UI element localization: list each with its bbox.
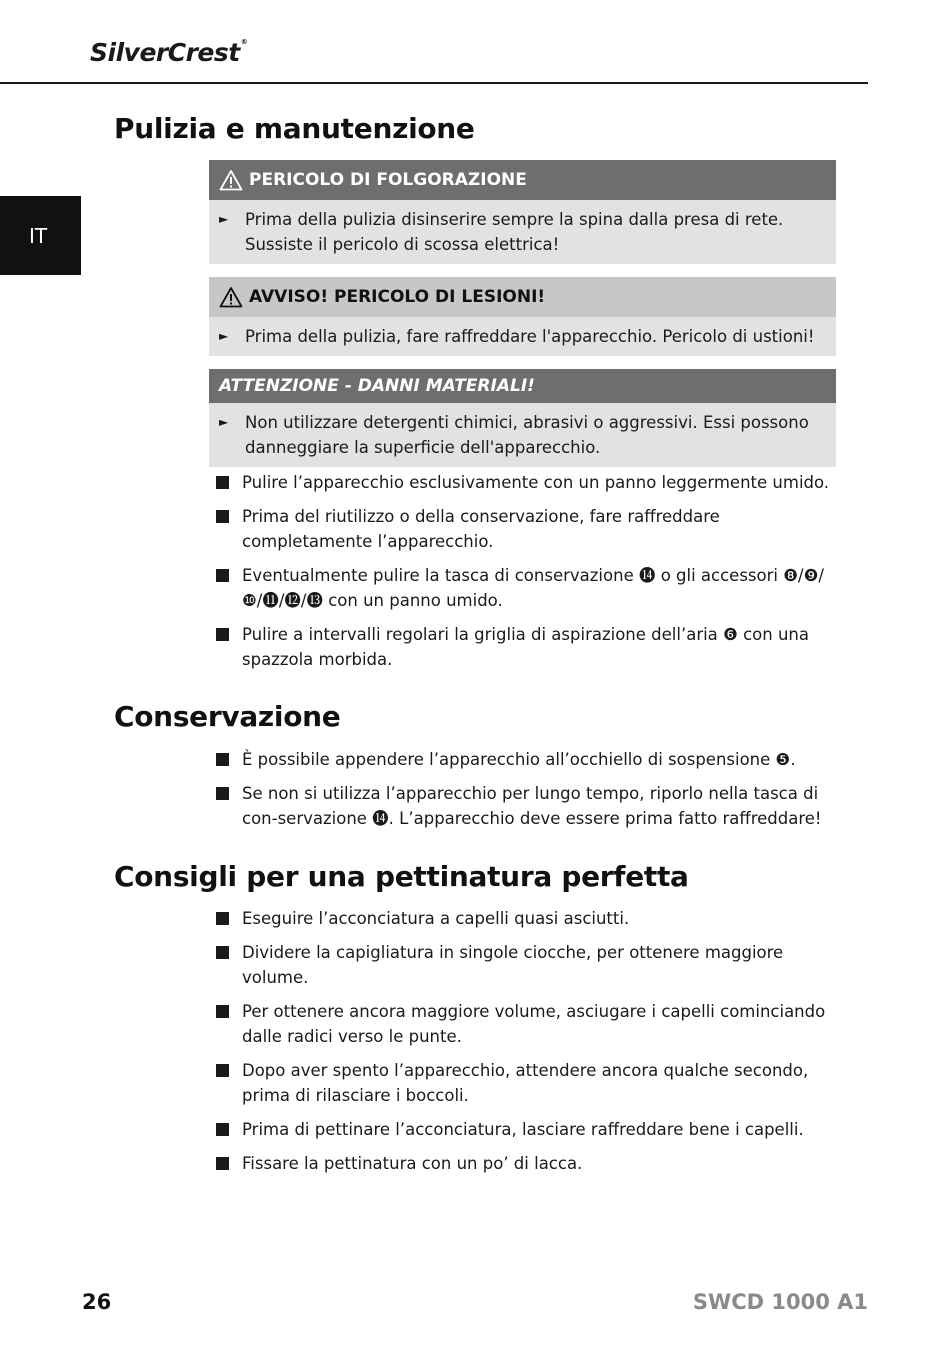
brand-logo: [90, 38, 247, 67]
header-rule: [0, 82, 868, 84]
conservazione-list: [216, 747, 841, 840]
list-item: È possibile appendere l’apparecchio all’occhiello di sospensione ❺.: [216, 747, 841, 772]
square-bullet-icon: [216, 946, 229, 959]
registered-mark: ®: [240, 38, 248, 46]
section-title-consigli: Consigli per una pettinatura perfetta: [114, 860, 689, 893]
square-bullet-icon: [216, 1157, 229, 1170]
warning-triangle-icon: [219, 286, 243, 308]
square-bullet-icon: [216, 510, 229, 523]
warning-header: [209, 369, 836, 403]
list-item: Pulire a intervalli regolari la griglia di aspirazione dell’aria ❻ con una spazzola morbida.: [216, 622, 841, 672]
warning-triangle-icon: [219, 169, 243, 191]
square-bullet-icon: [216, 628, 229, 641]
warning-box-material: [209, 369, 836, 467]
warning-body: [209, 200, 836, 264]
warning-body: [209, 403, 836, 467]
list-item: Per ottenere ancora maggiore volume, asciugare i capelli cominciando dalle radici verso le punte.: [216, 999, 841, 1049]
square-bullet-icon: [216, 912, 229, 925]
square-bullet-icon: [216, 476, 229, 489]
model-number: SWCD 1000 A1: [692, 1290, 868, 1314]
warning-body: [209, 317, 836, 356]
square-bullet-icon: [216, 753, 229, 766]
list-item: Eseguire l’acconciatura a capelli quasi asciutti.: [216, 906, 841, 931]
language-tab: IT: [0, 196, 81, 275]
consigli-list: [216, 906, 841, 1185]
page-number: 26: [82, 1290, 112, 1314]
list-item: Prima del riutilizzo o della conservazione, fare raffreddare completamente l’apparecchio.: [216, 504, 841, 554]
pulizia-list: [216, 470, 841, 681]
list-item: Se non si utilizza l’apparecchio per lungo tempo, riporlo nella tasca di con-servazione ⓮. L’apparecchio deve essere prima fatto raffreddare!: [216, 781, 841, 831]
square-bullet-icon: [216, 1005, 229, 1018]
section-title-conservazione: Conservazione: [114, 700, 341, 733]
list-item: Dividere la capigliatura in singole ciocche, per ottenere maggiore volume.: [216, 940, 841, 990]
list-item: Eventualmente pulire la tasca di conservazione ⓮ o gli accessori ❽/❾/❿/⓫/⓬/⓭ con un panno umido.: [216, 563, 841, 613]
list-item: Pulire l’apparecchio esclusivamente con un panno leggermente umido.: [216, 470, 841, 495]
list-item: Dopo aver spento l’apparecchio, attendere ancora qualche secondo, prima di rilasciare i boccoli.: [216, 1058, 841, 1108]
warning-text: Prima della pulizia, fare raffreddare l'apparecchio. Pericolo di ustioni!: [245, 327, 815, 346]
warning-title: PERICOLO DI FOLGORAZIONE: [249, 170, 527, 190]
square-bullet-icon: [216, 569, 229, 582]
warning-box-electric: [209, 160, 836, 264]
square-bullet-icon: [216, 1123, 229, 1136]
arrow-right-icon: ►: [219, 329, 229, 343]
warning-header: [209, 160, 836, 200]
warning-text: Prima della pulizia disinserire sempre la spina dalla presa di rete. Sussiste il pericolo di scossa elettrica!: [245, 210, 784, 254]
warning-title: AVVISO! PERICOLO DI LESIONI!: [249, 287, 546, 307]
warning-title: ATTENZIONE - DANNI MATERIALI!: [219, 376, 535, 396]
square-bullet-icon: [216, 787, 229, 800]
warning-text: Non utilizzare detergenti chimici, abrasivi o aggressivi. Essi possono danneggiare la superficie dell'apparecchio.: [245, 413, 809, 457]
brand-name: SilverCrest: [90, 38, 240, 67]
list-item: Prima di pettinare l’acconciatura, lasciare raffreddare bene i capelli.: [216, 1117, 841, 1142]
warning-header: [209, 277, 836, 317]
warning-box-injury: [209, 277, 836, 356]
square-bullet-icon: [216, 1064, 229, 1077]
list-item: Fissare la pettinatura con un po’ di lacca.: [216, 1151, 841, 1176]
arrow-right-icon: ►: [219, 415, 229, 429]
section-title-pulizia: Pulizia e manutenzione: [114, 112, 475, 145]
arrow-right-icon: ►: [219, 212, 229, 226]
